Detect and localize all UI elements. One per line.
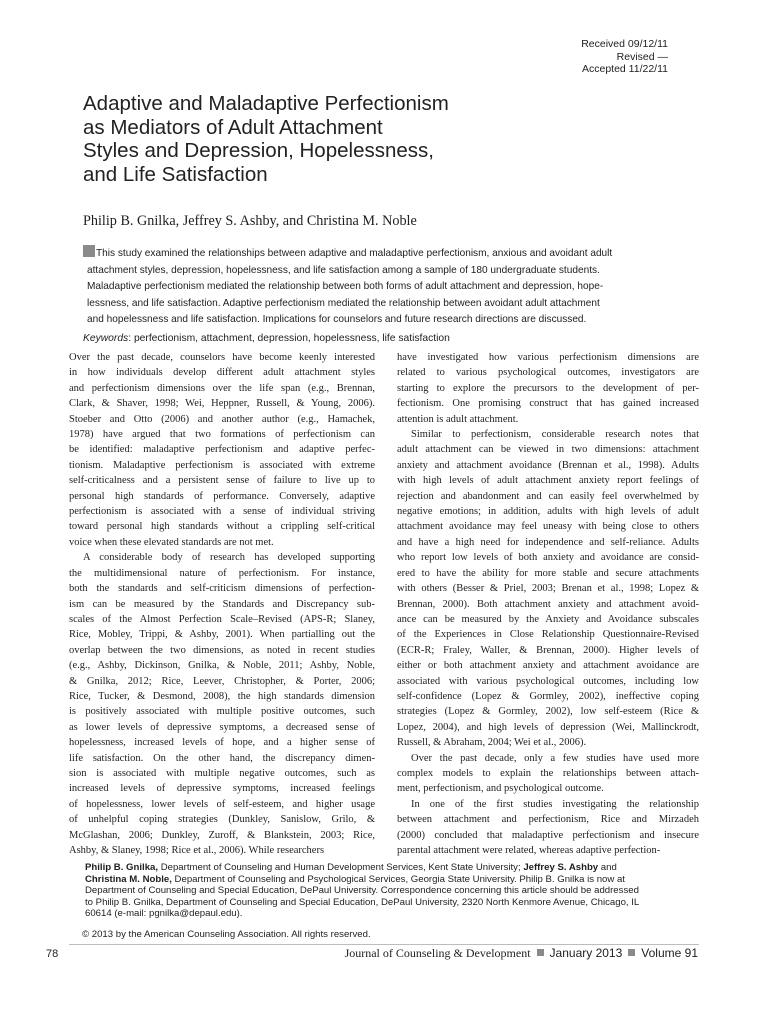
footnote-text: Department of Counseling and Human Development Services, Kent State University;: [158, 862, 524, 873]
body-text-line: overlap between the two dimensions, as noted in recent studies: [69, 644, 375, 656]
body-text-line: anxiety and attachment avoidance (Brennan et al., 1998). Adults: [397, 459, 699, 471]
body-text-line: be identified: maladaptive perfectionism and adaptive perfec-: [69, 444, 375, 456]
body-text-line: the multidimensional nature of perfectionism. For instance,: [69, 567, 375, 579]
keywords-text: : perfectionism, attachment, depression, hopelessness, life satisfaction: [128, 333, 450, 344]
separator-square-icon: [537, 949, 544, 956]
footnote-line: 60614 (e-mail: pgnilka@depaul.edu).: [85, 908, 243, 920]
body-text-line: fectionism. One promising construct that has gained increased: [397, 398, 699, 410]
body-text-line: Brennan, 2000). Both attachment anxiety and attachment avoid-: [397, 598, 699, 610]
body-text-line: self-criticalness and a persistent sense of failure to live up to: [69, 475, 375, 487]
body-text-line: between attachment and perfectionism, Rice and Mirzadeh: [397, 814, 699, 826]
article-title: [83, 92, 603, 186]
received-date: Received 09/12/11: [581, 38, 668, 50]
body-text-line: complex models to explain the relationships between attach-: [397, 767, 699, 779]
body-text-line: starting to explore the precursors to the development of per-: [397, 382, 699, 394]
body-text-line: scales of the Almost Perfection Scale–Revised (APS-R; Slaney,: [69, 613, 375, 625]
body-text-line: either or both attachment anxiety and attachment avoidance are: [397, 660, 699, 672]
body-text-line: of unhelpful coping strategies (Dunkley, Sanislow, Grilo, &: [69, 814, 375, 826]
body-text-line: McGlashan, 2006; Dunkley, Zuroff, & Blankstein, 2003; Rice,: [69, 829, 375, 841]
footnote-line: [85, 862, 685, 874]
body-text-line: Over the past decade, counselors have become keenly interested: [69, 352, 375, 363]
body-text-line: attention is adult attachment.: [397, 413, 519, 425]
body-text-line: voice when these elevated standards are not met.: [69, 536, 274, 548]
abstract-line: attachment styles, depression, hopelessness, and life satisfaction among a sample of 180 undergraduate students.: [87, 264, 600, 276]
author-list: Philip B. Gnilka, Jeffrey S. Ashby, and Christina M. Noble: [83, 213, 417, 229]
body-text-line: A considerable body of research has developed supporting: [83, 552, 375, 564]
body-text-line: in how individuals develop different adult attachment styles: [69, 367, 375, 379]
footnote-author: Christina M. Noble,: [85, 873, 172, 885]
body-text-line: related to various psychological outcomes, investigators are: [397, 367, 699, 379]
body-text-line: ance can be measured by the Anxiety and Avoidance subscales: [397, 613, 699, 625]
footnote-text: and: [598, 862, 617, 873]
body-text-line: ism can be measured by the Standards and Discrepancy sub-: [69, 598, 375, 610]
abstract-line-first: [83, 245, 678, 263]
body-text-line: (e.g., Ashby, Dickinson, Gnilka, & Noble, 2011; Ashby, Noble,: [69, 660, 375, 672]
body-text-line: life satisfaction. On the other hand, the discrepancy dimen-: [69, 752, 375, 764]
body-text-line: 1978) have argued that two formations of perfectionism can: [69, 429, 375, 441]
body-text-line: and perfectionism dimensions over the life span (e.g., Brennan,: [69, 382, 375, 394]
footer-divider: [69, 944, 699, 945]
body-text-line: & Gnilka, 2012; Rice, Leever, Christopher, & Porter, 2006;: [69, 675, 375, 687]
journal-name: Journal of Counseling & Development: [344, 946, 531, 960]
body-text-line: ment, perfectionism, and psychological outcome.: [397, 783, 604, 795]
body-text-line: hopelessness, increased levels of hope, and a higher sense of: [69, 737, 375, 749]
received-dates: [468, 38, 668, 76]
body-text-line: attachment avoidance may feel uneasy with being close to others: [397, 521, 699, 533]
body-text-line: sion is associated with multiple negative outcomes, such as: [69, 767, 375, 779]
page-number: 78: [46, 948, 59, 960]
body-text-line: tionism. Maladaptive perfectionism is associated with extreme: [69, 459, 375, 471]
title-line: as Mediators of Adult Attachment: [83, 115, 383, 139]
abstract-line: This study examined the relationships between adaptive and maladaptive perfectionism, anxious and avoidant adult: [96, 248, 613, 259]
keywords-label: Keywords: [83, 333, 129, 344]
body-text-line: perfectionism is associated with a sense of individual striving: [69, 506, 375, 518]
body-text-line: ered to have the ability for more stable and secure attachments: [397, 567, 699, 579]
footnote-line: to Philip B. Gnilka, Department of Counseling and Special Education, DePaul University, 2320 North Kenmore Avenue, Chicago, IL: [85, 896, 640, 908]
keywords: [83, 333, 450, 344]
abstract-line: and hopelessness and life satisfaction. Implications for counselors and future research directions are discussed.: [87, 314, 587, 325]
body-text-line: rejection and abandonment and can easily feel overwhelmed by: [397, 490, 699, 502]
body-text-line: of the Experiences in Close Relationship Questionnaire-Revised: [397, 629, 699, 641]
body-text-line: with high levels of adult attachment anxiety report feelings of: [397, 475, 699, 487]
footnote-author: Philip B. Gnilka,: [85, 862, 159, 873]
volume-number: Volume 91: [641, 946, 698, 960]
body-text-line: parental attachment were related, whereas adaptive perfection-: [397, 845, 661, 856]
title-line: and Life Satisfaction: [83, 162, 268, 186]
footnote-text: Department of Counseling and Psychological Services, Georgia State University. Philip B. Gnilka is now at: [171, 873, 625, 885]
title-line: Adaptive and Maladaptive Perfectionism: [83, 92, 449, 115]
title-line: Styles and Depression, Hopelessness,: [83, 139, 434, 163]
abstract-marker-icon: [83, 245, 95, 257]
body-text-line: Stoeber and Otto (2006) and another author (e.g., Hamachek,: [69, 413, 375, 425]
body-text-line: and have a high need for independence and self-reliance. Adults: [397, 536, 699, 548]
body-text-line: strategies (Lopez & Gormley, 2002), low self-esteem (Rice &: [397, 706, 699, 718]
body-text-line: negative emotions; in addition, adults with high levels of adult: [397, 506, 699, 518]
body-text-line: with others (Besser & Priel, 2003; Brenan et al., 1998; Lopez &: [397, 583, 699, 595]
copyright-notice: © 2013 by the American Counseling Association. All rights reserved.: [82, 929, 371, 940]
body-text-line: of hopelessness, lower levels of self-esteem, and higher usage: [69, 798, 375, 810]
body-text-line: increased levels of depressive symptoms, increased feelings: [69, 783, 375, 795]
body-text-line: (ECR-R; Fraley, Waller, & Brennan, 2000). Higher levels of: [397, 644, 699, 656]
body-text-line: adult attachment can be viewed in two dimensions: attachment: [397, 444, 699, 456]
footnote-line: Department of Counseling and Special Education, DePaul University. Correspondence concerning this article should be addressed: [85, 885, 639, 897]
body-column-right: [397, 350, 699, 858]
body-text-line: self-confidence (Lopez & Gormley, 2002), ineffective coping: [397, 690, 699, 702]
body-text-line: as lower levels of depressive symptoms, a decreased sense of: [69, 721, 375, 733]
body-text-line: Clark, & Shaver, 1998; Wei, Heppner, Russell, & Young, 2006).: [69, 398, 375, 410]
body-text-line: Russell, & Abraham, 2004; Wei et al., 2006).: [397, 737, 587, 749]
body-text-line: Ashby, & Slaney, 1998; Rice et al., 2006). While researchers: [69, 845, 325, 856]
journal-info: [345, 946, 698, 961]
issue-date: January 2013: [549, 946, 623, 960]
body-column-left: [69, 350, 375, 858]
body-text-line: (2000) concluded that maladaptive perfectionism and insecure: [397, 829, 699, 841]
author-footnote: [85, 862, 685, 920]
body-text-line: personal high standards of performance. Conversely, adaptive: [69, 490, 375, 502]
body-text-line: Similar to perfectionism, considerable research notes that: [411, 429, 699, 441]
body-text-line: is positively associated with multiple positive outcomes, such: [69, 706, 375, 718]
body-text-line: Rice, Tucker, & Desmond, 2008), the high standards dimension: [69, 690, 375, 702]
accepted-date: Accepted 11/22/11: [581, 63, 668, 75]
separator-square-icon: [628, 949, 635, 956]
abstract-line: lessness, and life satisfaction. Adaptive perfectionism mediated the relationship between avoidant adult attachment: [87, 297, 600, 309]
body-text-line: Over the past decade, only a few studies have used more: [411, 752, 699, 764]
body-text-line: Rice, Mobley, Trippi, & Ashby, 2001). When partialling out the: [69, 629, 375, 641]
body-text-line: associated with various psychological outcomes, including low: [397, 675, 699, 687]
revised-date: Revised —: [616, 50, 668, 63]
body-text-line: have investigated how various perfectionism dimensions are: [397, 352, 699, 363]
body-text-line: both the standards and self-criticism dimensions of perfection-: [69, 583, 375, 595]
abstract: [83, 245, 678, 329]
body-text-line: Lopez, 2004), and high levels of depression (Wei, Mallinckrodt,: [397, 721, 699, 733]
footnote-line: [85, 874, 685, 886]
body-text-line: In one of the first studies investigating the relationship: [411, 798, 699, 810]
abstract-line: Maladaptive perfectionism mediated the relationship between both forms of adult attachment and depression, hope-: [87, 281, 604, 292]
body-text-line: toward personal high standards without a crippling self-critical: [69, 521, 375, 533]
body-text-line: who report low levels of both anxiety and avoidance are consid-: [397, 552, 699, 564]
footnote-author: Jeffrey S. Ashby: [523, 862, 599, 873]
